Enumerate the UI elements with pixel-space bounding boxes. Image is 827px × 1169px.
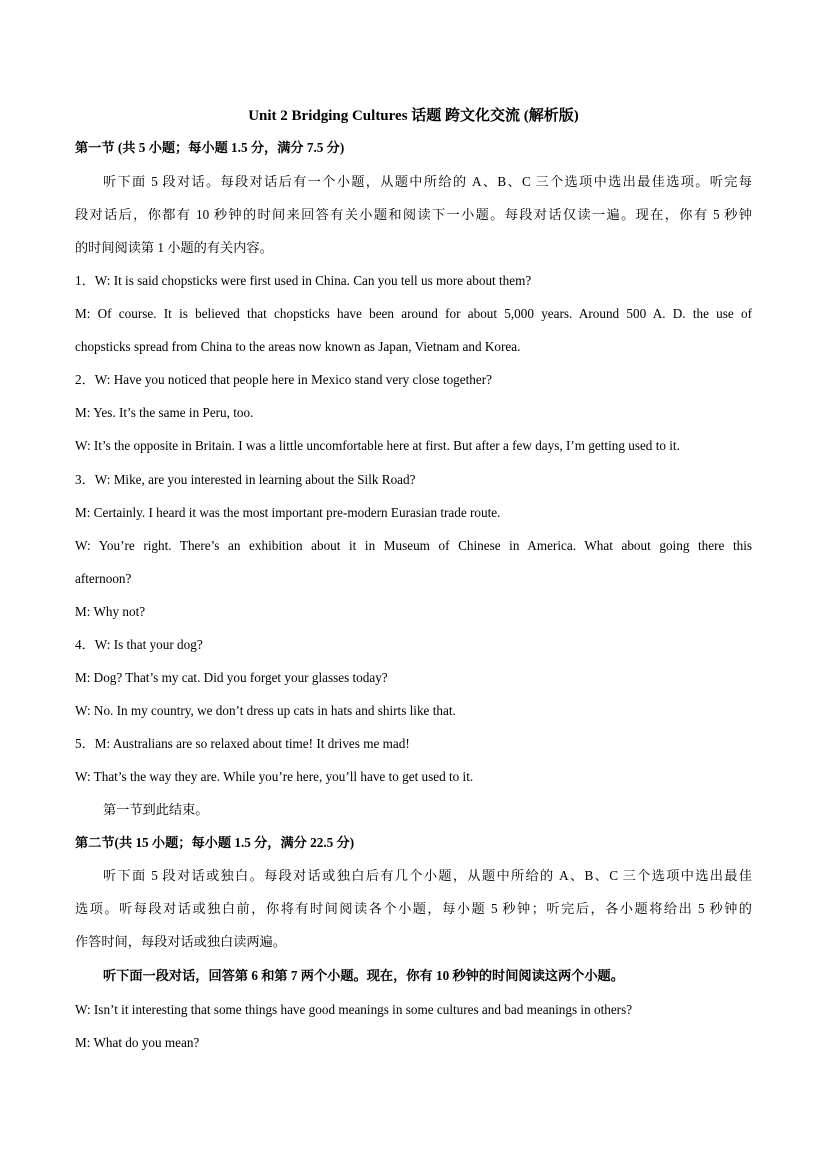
dialogue-line: W: That’s the way they are. While you’re here, you’ll have to get used to it. <box>75 769 474 784</box>
dialogue-line: M: Dog? That’s my cat. Did you forget your glasses today? <box>75 670 388 685</box>
dialogue-line: 4．W: Is that your dog? <box>75 637 203 652</box>
section2-heading: 第二节(共 15 小题；每小题 1.5 分，满分 22.5 分) <box>75 835 355 850</box>
dialogue-line: M: Of course. It is believed that chopsticks have been around for about 5,000 years. Around 500 A. D. the use of <box>75 306 752 321</box>
dialogue-line: M: Yes. It’s the same in Peru, too. <box>75 405 254 420</box>
section1-instruction-line: 段对话后，你都有 10 秒钟的时间来回答有关小题和阅读下一小题。每段对话仅读一遍。现在，你有 5 秒钟 <box>75 207 752 222</box>
dialogue-line: W: You’re right. There’s an exhibition about it in Museum of Chinese in America. What about going there this <box>75 538 752 553</box>
section2-prompt: 听下面一段对话，回答第 6 和第 7 两个小题。现在，你有 10 秒钟的时间阅读这两个小题。 <box>103 968 624 983</box>
dialogue-line: 3．W: Mike, are you interested in learning about the Silk Road? <box>75 472 416 487</box>
dialogue-line: W: It’s the opposite in Britain. I was a little uncomfortable here at first. But after a few days, I’m getting used to it. <box>75 438 680 453</box>
section1-heading: 第一节 (共 5 小题；每小题 1.5 分，满分 7.5 分) <box>75 140 345 155</box>
section2-instruction-line: 选项。听每段对话或独白前，你将有时间阅读各个小题，每小题 5 秒钟；听完后，各小题将给出 5 秒钟的 <box>75 901 752 916</box>
section1-end-note: 第一节到此结束。 <box>103 802 209 817</box>
dialogue-line: W: No. In my country, we don’t dress up cats in hats and shirts like that. <box>75 703 456 718</box>
dialogue-line: chopsticks spread from China to the areas now known as Japan, Vietnam and Korea. <box>75 339 521 354</box>
dialogue-line: 2．W: Have you noticed that people here in Mexico stand very close together? <box>75 372 492 387</box>
dialogue-line: M: What do you mean? <box>75 1035 200 1050</box>
dialogue-line: 5．M: Australians are so relaxed about time! It drives me mad! <box>75 736 410 751</box>
section2-instruction-line: 听下面 5 段对话或独白。每段对话或独白后有几个小题，从题中所给的 A、B、C 三个选项中选出最佳 <box>103 868 752 883</box>
dialogue-line: afternoon? <box>75 571 132 586</box>
dialogue-line: 1．W: It is said chopsticks were first used in China. Can you tell us more about them? <box>75 273 532 288</box>
section2-instruction-line: 作答时间，每段对话或独白读两遍。 <box>75 934 286 949</box>
dialogue-line: M: Certainly. I heard it was the most important pre-modern Eurasian trade route. <box>75 505 501 520</box>
document-title: Unit 2 Bridging Cultures 话题 跨文化交流 (解析版) <box>248 108 579 124</box>
section1-instruction-line: 听下面 5 段对话。每段对话后有一个小题，从题中所给的 A、B、C 三个选项中选出最佳选项。听完每 <box>103 174 752 189</box>
section1-instruction-line: 的时间阅读第 1 小题的有关内容。 <box>75 240 273 255</box>
dialogue-line: W: Isn’t it interesting that some things have good meanings in some cultures and bad meanings in others? <box>75 1002 633 1017</box>
dialogue-line: M: Why not? <box>75 604 146 619</box>
